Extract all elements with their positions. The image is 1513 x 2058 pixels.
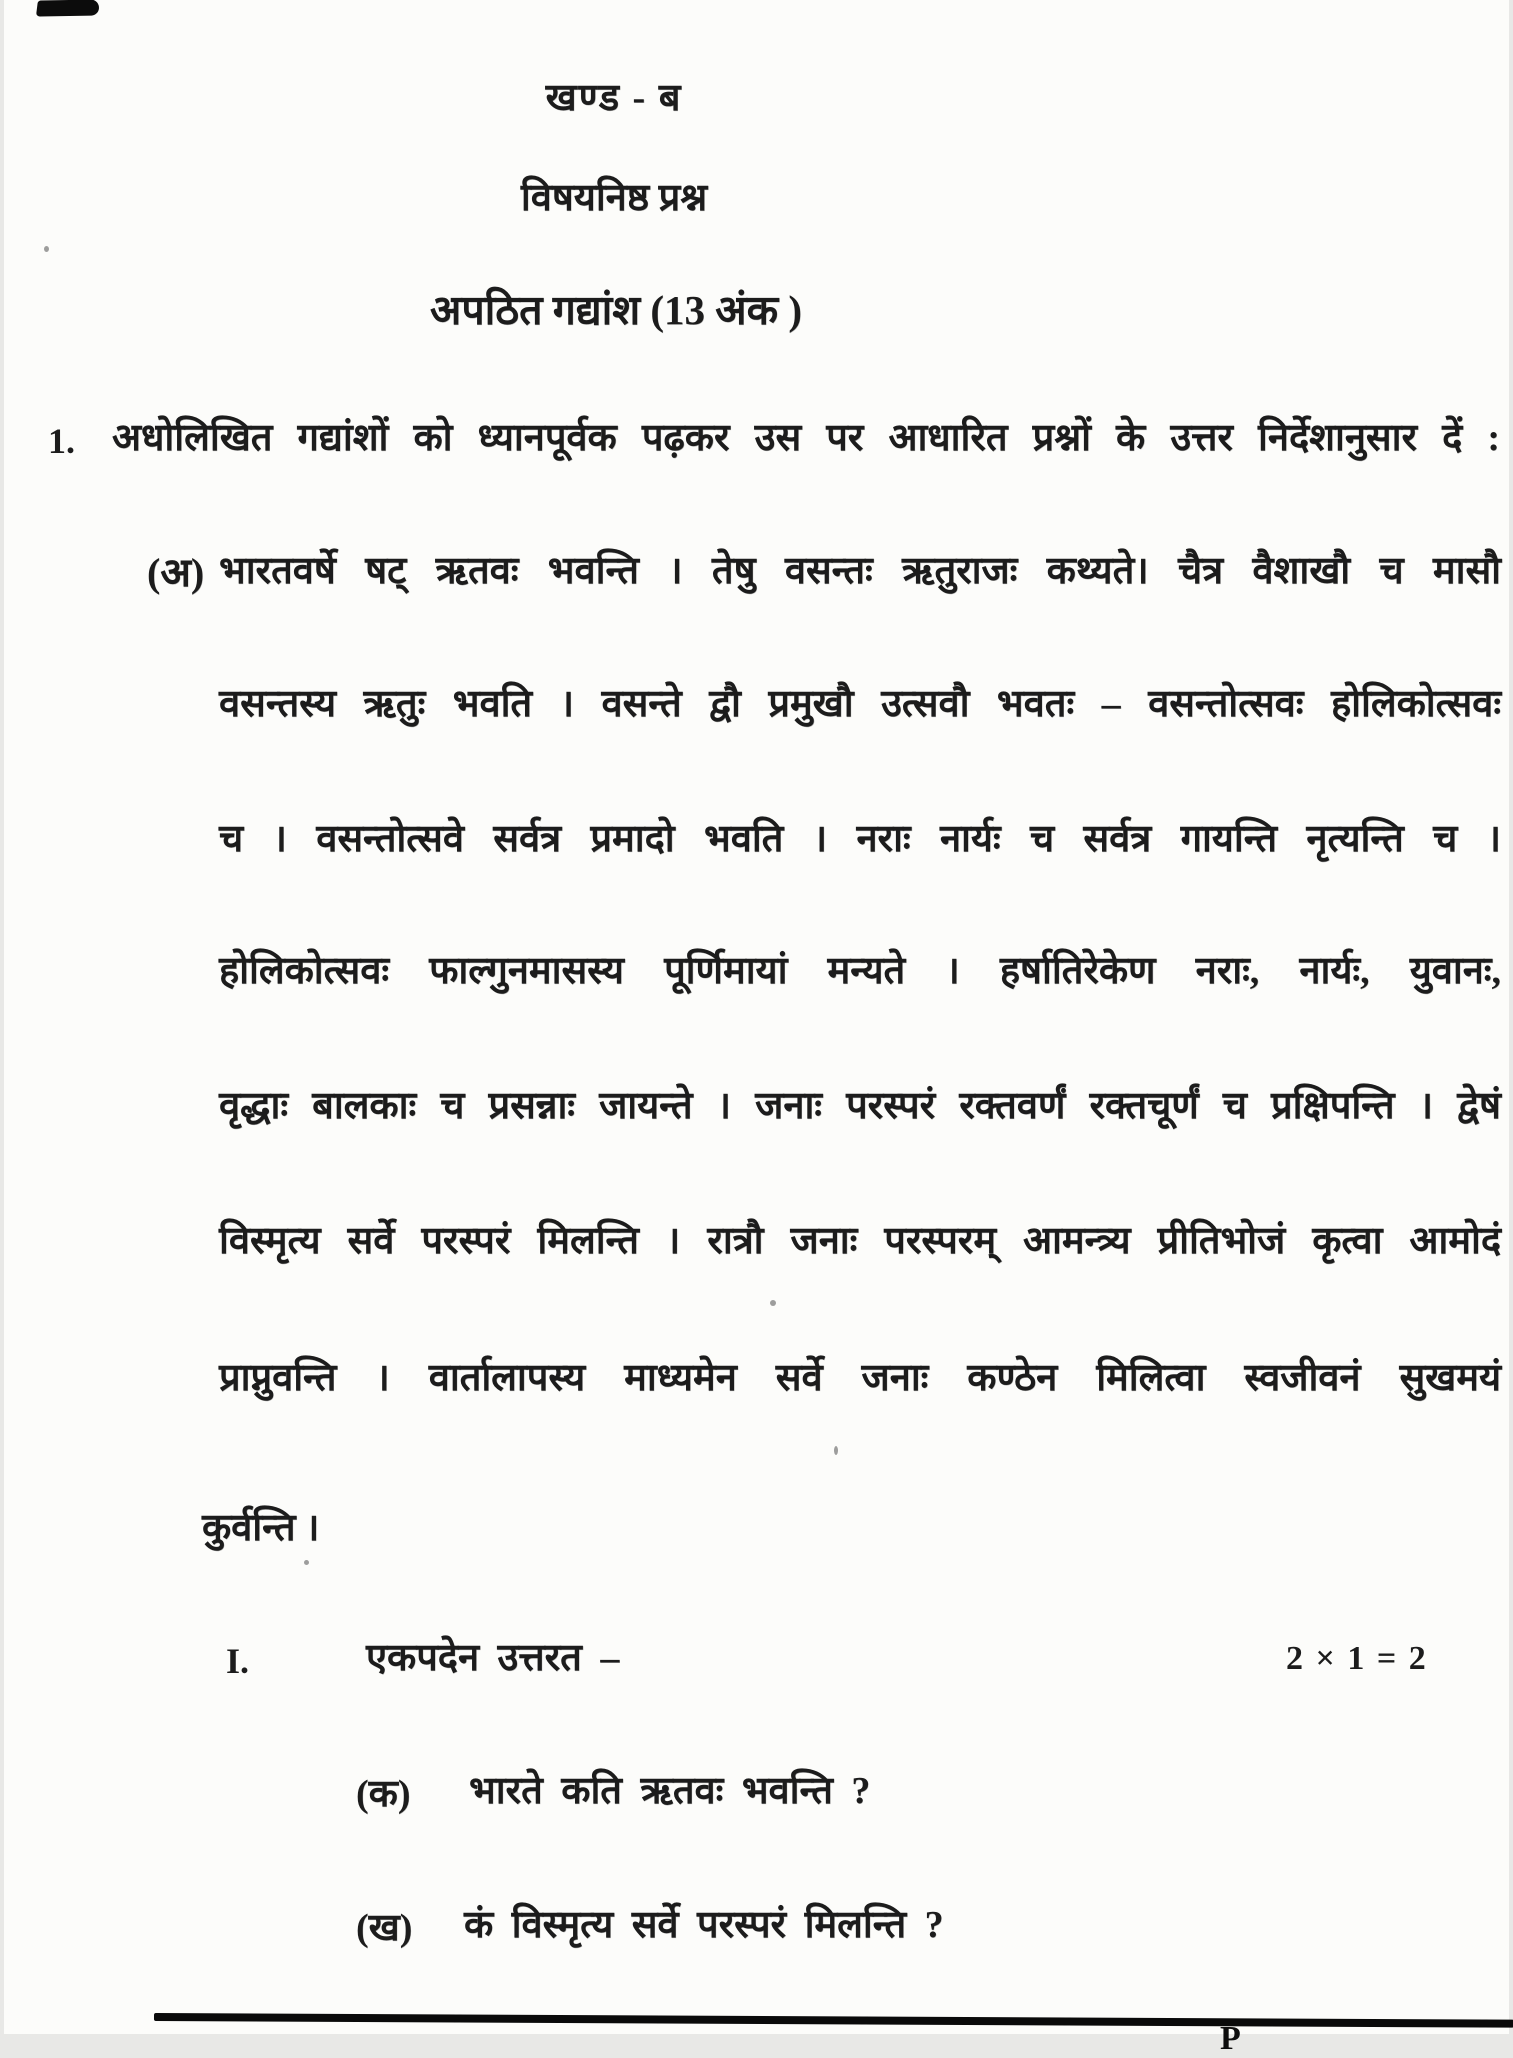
scan-speck bbox=[304, 1560, 309, 1565]
subquestion-prompt: एकपदेन उत्तरत – bbox=[366, 1637, 620, 1679]
question-number: 1. bbox=[48, 421, 75, 461]
passage-label: (अ) bbox=[147, 550, 205, 595]
footer-partial-text: P bbox=[1220, 2020, 1241, 2057]
passage-line: च । वसन्तोत्सवे सर्वत्र प्रमादो भवति । नराः नार्यः च सर्वत्र गायन्ति नृत्यन्ति च । bbox=[219, 818, 1501, 860]
part-question: कं विस्मृत्य सर्वे परस्परं मिलन्ति ? bbox=[464, 1904, 944, 1946]
part-label: (क) bbox=[356, 1773, 411, 1815]
scan-speck bbox=[44, 246, 49, 252]
passage-line: प्राप्नुवन्ति । वार्तालापस्य माध्यमेन सर्वे जनाः कण्ठेन मिलित्वा स्वजीवनं सुखमयं bbox=[219, 1357, 1501, 1399]
passage-line: वृद्धाः बालकाः च प्रसन्नाः जायन्ते । जनाः परस्परं रक्तवर्णं रक्तचूर्णं च प्रक्षिपन्ति । द्वेषं bbox=[219, 1085, 1501, 1127]
scan-ink-blob-top-left bbox=[36, 0, 100, 17]
passage-line: होलिकोत्सवः फाल्गुनमासस्य पूर्णिमायां मन्यते । हर्षातिरेकेण नराः, नार्यः, युवानः, bbox=[219, 950, 1501, 992]
passage-line: विस्मृत्य सर्वे परस्परं मिलन्ति । रात्रौ जनाः परस्परम् आमन्त्र्य प्रीतिभोजं कृत्वा आमोदं bbox=[219, 1220, 1501, 1262]
question-instruction: अधोलिखित गद्यांशों को ध्यानपूर्वक पढ़कर उस पर आधारित प्रश्नों के उत्तर निर्देशानुसार दें : bbox=[112, 417, 1500, 459]
passage-header: अपठित गद्यांश (13 अंक ) bbox=[430, 287, 802, 333]
part-label: (ख) bbox=[356, 1907, 413, 1949]
marks-scheme: 2 × 1 = 2 bbox=[1286, 1640, 1428, 1677]
scan-speck bbox=[834, 1446, 838, 1455]
passage-line: भारतवर्षे षट् ऋतवः भवन्ति । तेषु वसन्तः ऋतुराजः कथ्यते। चैत्र वैशाखौ च मासौ bbox=[219, 550, 1501, 592]
section-header: खण्ड - ब bbox=[545, 77, 683, 119]
scan-bottom-line bbox=[154, 2013, 1513, 2028]
part-question: भारते कति ऋतवः भवन्ति ? bbox=[469, 1770, 871, 1812]
passage-line: वसन्तस्य ऋतुः भवति । वसन्ते द्वौ प्रमुखौ उत्सवौ भवतः – वसन्तोत्सवः होलिकोत्सवः bbox=[219, 683, 1501, 725]
exam-scan-page bbox=[4, 0, 1509, 2057]
scan-speck bbox=[770, 1300, 776, 1306]
passage-line: कुर्वन्ति । bbox=[202, 1507, 320, 1549]
subsection-header: विषयनिष्ठ प्रश्न bbox=[520, 177, 708, 219]
subquestion-numeral: I. bbox=[226, 1641, 250, 1681]
